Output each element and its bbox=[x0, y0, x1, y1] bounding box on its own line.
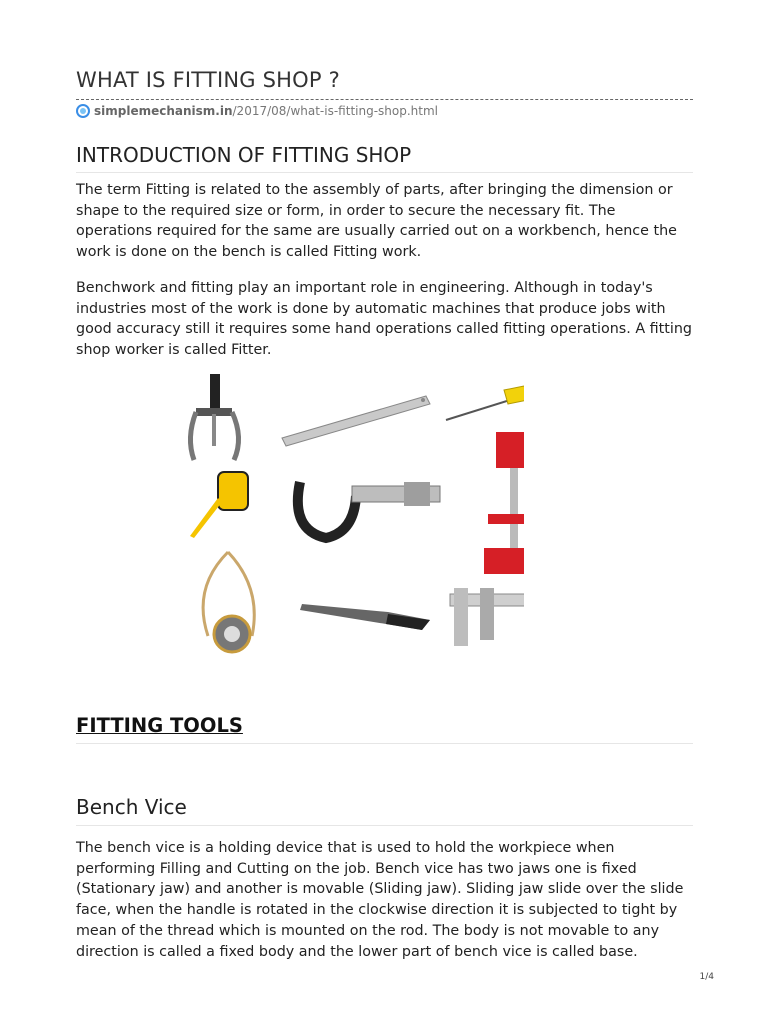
tape-measure-icon bbox=[190, 472, 248, 538]
drill-press-icon bbox=[484, 432, 524, 574]
source-link[interactable] bbox=[76, 104, 438, 118]
intro-heading: INTRODUCTION OF FITTING SHOP bbox=[76, 143, 412, 167]
intro-paragraph-1: The term Fitting is related to the assembly of parts, after bringing the dimension or shape to the required size or form, in order to secure the necessary fit. The operations required for the same are usually carried out on a workbench, hence the work is done on the bench is called Fitting work. bbox=[76, 182, 677, 261]
intro-divider bbox=[76, 172, 693, 173]
page-title: WHAT IS FITTING SHOP ? bbox=[76, 68, 340, 92]
fitting-tools-collage bbox=[104, 368, 524, 658]
bench-vice-paragraph: The bench vice is a holding device that is used to hold the workpiece when performing Filling and Cutting on the job. Bench vice has two jaws one is fixed (Stationary jaw) and another is movable (Sliding jaw). Sliding jaw slide over the slide face, when the handle is rotated in the clockwise direction it is subjected to tight by mean of the thread which is mounted on the rod. The body is not movable to any direction is called a fixed body and the lower part of bench vice is called base. bbox=[76, 840, 684, 960]
vernier-caliper-icon bbox=[450, 588, 524, 646]
source-path: /2017/08/what-is-fitting-shop.html bbox=[232, 104, 438, 118]
caliper-icon bbox=[203, 552, 254, 652]
link-icon bbox=[76, 104, 90, 118]
page-number: 1/4 bbox=[699, 972, 714, 982]
file-icon bbox=[300, 604, 430, 630]
tools-heading: FITTING TOOLS bbox=[76, 714, 243, 737]
screwdriver-icon bbox=[446, 376, 524, 420]
gear-puller-icon bbox=[190, 374, 238, 460]
source-domain: simplemechanism.in bbox=[94, 104, 233, 118]
fitting-tools-image bbox=[104, 368, 524, 658]
steel-rule-icon bbox=[282, 396, 430, 446]
micrometer-icon bbox=[298, 482, 440, 538]
intro-paragraph-2: Benchwork and fitting play an important role in engineering. Although in today's industries most of the work is done by automatic machines that produce jobs with good accuracy still it requires some hand operations called fitting operations. A fitting shop worker is called Fitter. bbox=[76, 280, 692, 359]
tools-divider bbox=[76, 743, 693, 744]
bench-vice-divider bbox=[76, 825, 693, 826]
bench-vice-heading: Bench Vice bbox=[76, 795, 187, 819]
title-divider bbox=[76, 99, 693, 100]
